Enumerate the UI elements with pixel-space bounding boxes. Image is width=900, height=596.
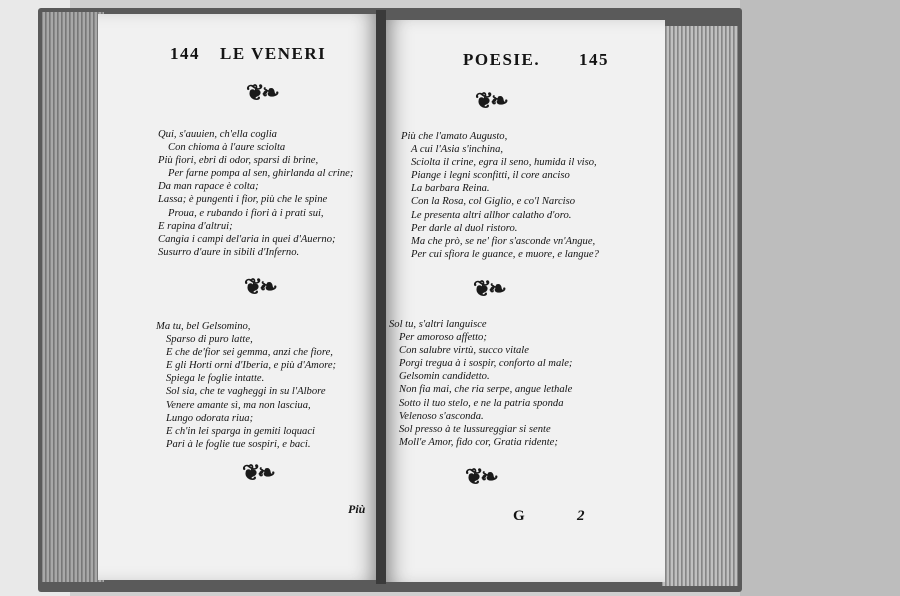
verse-line: Da man rapace è colta; (158, 181, 259, 193)
left-stanza-2 (156, 320, 336, 451)
verse-line: Spiega le foglie intatte. (166, 373, 265, 385)
verse-line: Sparso di puro latte, (166, 334, 253, 346)
verse-line: Venere amante sì, ma non lasciua, (166, 399, 311, 411)
ornament-icon: ❦❧ (475, 88, 506, 113)
verse-line: Susurro d'aure in sibili d'Inferno. (158, 246, 300, 258)
verse-line: Con la Rosa, col Giglio, e co'l Narciso (411, 196, 576, 208)
catchword: Più (348, 502, 366, 516)
left-page (98, 14, 380, 580)
verse-line: Cangia i campi del'aria in quei d'Auerno; (158, 233, 336, 245)
verse-line: Ma tu, bel Gelsomino, (156, 321, 251, 332)
left-page-number: 144 (170, 44, 200, 63)
verse-line: Sol tu, s'altri languisce (389, 319, 487, 330)
verse-line: E gli Horti orni d'Iberia, e più d'Amore; (166, 360, 337, 372)
verse-line: Sciolta il crine, egra il seno, humida il viso, (411, 157, 597, 169)
verse-line: Per darle al duol ristoro. (411, 222, 518, 234)
verse-line: Pari à le foglie tue sospiri, e baci. (166, 438, 311, 450)
verse-line: Con salubre virtù, succo vitale (399, 345, 529, 357)
verse-line: Lassa; è pungenti i fior, più che le spine (158, 194, 328, 206)
verse-line: Più che l'amato Augusto, (401, 131, 508, 142)
right-page (383, 20, 665, 582)
ornament-icon: ❦❧ (465, 464, 496, 489)
ornament-icon: ❦❧ (242, 460, 273, 485)
page-edges-right (662, 26, 738, 586)
verse-line: Gelsomin candidetto. (399, 371, 490, 383)
right-page-number: 145 (579, 50, 609, 69)
verse-line: Ma che prò, se ne' fior s'asconde vn'Angue, (411, 235, 596, 247)
signature-number: 2 (577, 508, 585, 524)
verse-line: Proua, e rubando i fiori à i prati sui, (168, 207, 324, 219)
verse-line: Velenoso s'asconda. (399, 410, 484, 422)
verse-line: Sotto il tuo stelo, e ne la patria sponda (399, 397, 564, 409)
right-stanza-1 (401, 130, 599, 261)
verse-line: A cui l'Asia s'inchina, (411, 144, 504, 156)
verse-line: Sol presso à te lussureggiar si sente (399, 423, 551, 435)
book-gutter (376, 10, 386, 584)
verse-line: Per farne pompa al sen, ghirlanda al crine; (168, 168, 354, 180)
right-running-title: POESIE. (463, 50, 541, 69)
verse-line: Per cui sfiora le guance, e muore, e langue? (411, 248, 599, 260)
verse-line: Moll'e Amor, fido cor, Gratia ridente; (399, 436, 558, 448)
verse-line: Porgi tregua à i sospir, conforto al male; (399, 358, 573, 370)
ornament-icon: ❦❧ (246, 80, 277, 105)
right-stanza-2 (389, 318, 572, 449)
verse-line: La barbara Reina. (411, 183, 490, 195)
verse-line: E rapina d'altrui; (158, 220, 233, 232)
verse-line: Più fiori, ebri di odor, sparsi di brine, (158, 155, 319, 167)
left-running-title: LE VENERI (220, 44, 327, 63)
background-right (740, 0, 900, 596)
ornament-icon: ❦❧ (473, 276, 504, 301)
left-stanza-1 (158, 128, 353, 259)
ornament-icon: ❦❧ (244, 274, 275, 299)
verse-line: Per amoroso affetto; (399, 332, 487, 344)
verse-line: Non fia mai, che ria serpe, angue lethale (399, 384, 573, 396)
verse-line: Piange i legni sconfitti, il core anciso (411, 170, 570, 182)
verse-line: Sol sia, che te vagheggi in su l'Albore (166, 386, 326, 398)
verse-line: Lungo odorata riua; (166, 412, 254, 424)
verse-line: E ch'in lei sparga in gemiti loquaci (166, 425, 315, 437)
verse-line: Con chioma à l'aure sciolta (168, 142, 286, 154)
verse-line: Le presenta altri allhor calatho d'oro. (411, 209, 572, 221)
signature-mark: G (513, 508, 525, 524)
page-edges-left (42, 12, 104, 582)
verse-line: Qui, s'auuien, ch'ella coglia (158, 129, 277, 140)
verse-line: E che de'fior sei gemma, anzi che fiore, (166, 347, 333, 359)
